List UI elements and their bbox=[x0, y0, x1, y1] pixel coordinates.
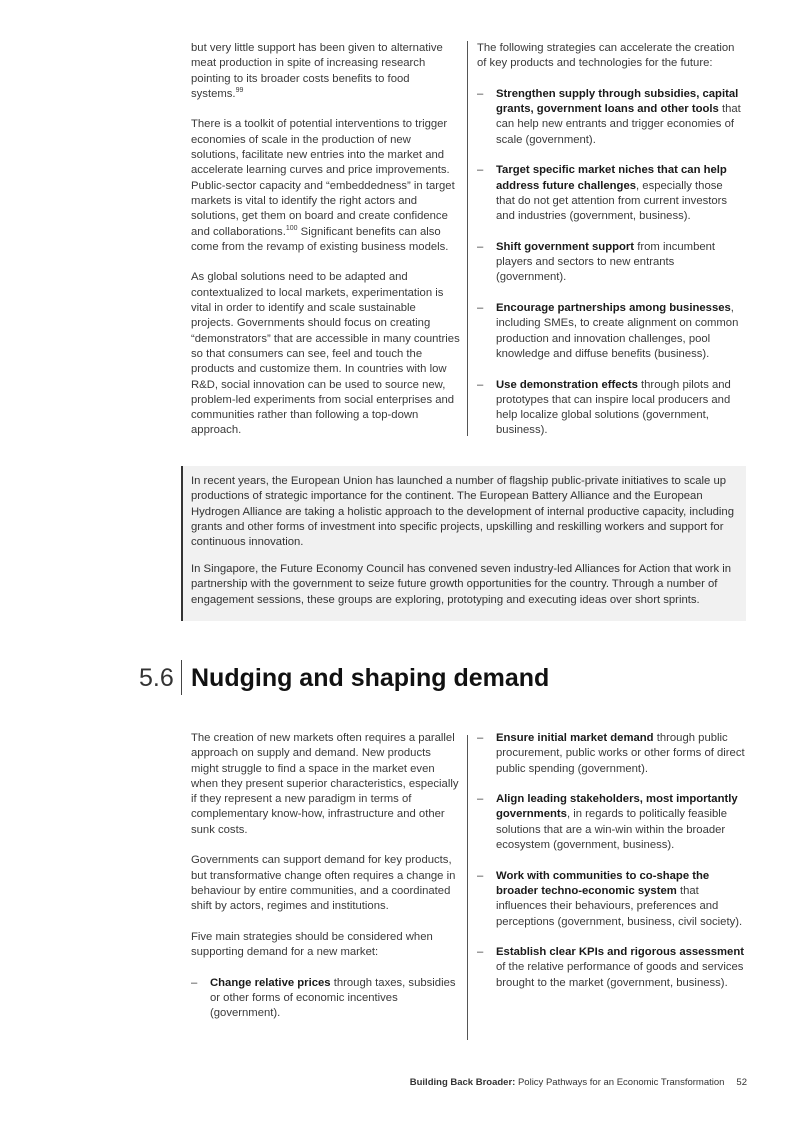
list-item: – Target specific market niches that can help address future challenges, especially those that do not get attention from current investors and industries (government, business). bbox=[477, 164, 728, 223]
list-item: – Change relative prices through taxes, subsidies or other forms of economic incentives (government). bbox=[191, 976, 456, 1020]
paragraph: There is a toolkit of potential interventions to trigger economies of scale in the production of new solutions, facilitate new entries into the market and accelerate learning curves and price improvements. Public-sector capacity and “embeddedness” in target markets is vital to identify the right actors and solutions, get them on board and create confidence and collaborations.$^{100}$ Significant benefits can also come from the revamp of existing business models. bbox=[191, 118, 455, 253]
list-item: – Shift government support from incumbent players and sectors to new entrants (government). bbox=[477, 240, 716, 284]
top-right-column bbox=[477, 41, 743, 454]
paragraph: Five main strategies should be considered when supporting demand for a new market: bbox=[191, 930, 433, 959]
top-left-column bbox=[191, 41, 461, 454]
section-number: 5.6 bbox=[139, 664, 174, 692]
column-divider bbox=[467, 735, 468, 1040]
strategy-list bbox=[477, 87, 743, 439]
column-divider bbox=[467, 41, 468, 436]
footnote-ref[interactable]: 99 bbox=[235, 87, 244, 95]
bottom-right-column bbox=[477, 731, 745, 1006]
list-item: – Encourage partnerships among businesses, including SMEs, to create alignment on common production and innovation challenges, pool knowledge and diffuse benefits (business). bbox=[477, 302, 739, 360]
page-number: 52 bbox=[736, 1077, 747, 1088]
demand-strategy-list-continued bbox=[477, 731, 745, 991]
list-item: – Ensure initial market demand through public procurement, public works or other forms of direct public spending (government). bbox=[477, 732, 745, 775]
list-item: – Use demonstration effects through pilots and prototypes that can inspire local producers and help localize global solutions (government, business). bbox=[477, 378, 731, 437]
footer-title: Policy Pathways for an Economic Transformation bbox=[515, 1077, 725, 1088]
paragraph: but very little support has been given to alternative meat production in spite of increasing research pointing to its broader costs benefits to food systems.$^{99}$ bbox=[191, 42, 443, 100]
list-item: – Work with communities to co-shape the broader techno-economic system that influences their behaviours, preferences and perceptions (government, business, civil society). bbox=[477, 869, 743, 928]
list-item: – Strengthen supply through subsidies, capital grants, government loans and other tools that can help new entrants and trigger economies of scale (government). bbox=[477, 87, 741, 146]
footnote-ref[interactable]: 100 bbox=[285, 224, 298, 232]
list-item: – Establish clear KPIs and rigorous assessment of the relative performance of goods and services brought to the market (government, business). bbox=[477, 946, 745, 989]
page-footer bbox=[410, 1077, 747, 1088]
paragraph: Governments can support demand for key products, but transformative change often requires a change in behaviour by entire communities, and a coordinated shift by actors, regimes and institutions. bbox=[191, 854, 456, 913]
paragraph: As global solutions need to be adapted and contextualized to local markets, experimentation is vital in order to identify and scale sustainable projects. Governments should focus on creating “demonstrators” that are accessible in many countries so that consumers can see, feel and touch the products and customize them. In countries with low R&D, social innovation can be used to source new, problem-led experiments from social enterprises and communities rather than following a top-down approach. bbox=[191, 271, 460, 437]
demand-strategy-list bbox=[191, 976, 459, 1022]
list-item: – Align leading stakeholders, most importantly governments, in regards to politically feasible solutions that are a win-win within the broader ecosystem (government, business). bbox=[477, 793, 738, 852]
case-study-box bbox=[181, 466, 746, 621]
section-title: Nudging and shaping demand bbox=[191, 664, 550, 692]
bottom-left-column bbox=[191, 731, 459, 1037]
paragraph: The following strategies can accelerate the creation of key products and technologies for the future: bbox=[477, 42, 735, 70]
paragraph: The creation of new markets often requires a parallel approach on supply and demand. New products might struggle to find a space in the market even when they present superior characteristics, especially if they represent a new paradigm in terms of complementary know-how, infrastructure and other sunk costs. bbox=[191, 732, 459, 836]
box-paragraph-singapore: In Singapore, the Future Economy Council has convened seven industry-led Alliances for Action that work in partnership with the government to seize future growth opportunities for the country. Through a number of engagement sessions, these groups are exploring, prototyping and executing ideas over short sprints. bbox=[191, 563, 732, 606]
footer-title-bold: Building Back Broader: bbox=[409, 1077, 516, 1088]
box-paragraph-eu: In recent years, the European Union has launched a number of flagship public-private initiatives to scale up productions of strategic importance for the continent. The European Battery Alliance and the European Hydrogen Alliance are taking a holistic approach to the development of internal productive capacity, including grants and other forms of investment into specific projects, upskilling and reskilling workers and support for continuous innovation. bbox=[191, 475, 734, 549]
section-divider bbox=[181, 660, 182, 695]
